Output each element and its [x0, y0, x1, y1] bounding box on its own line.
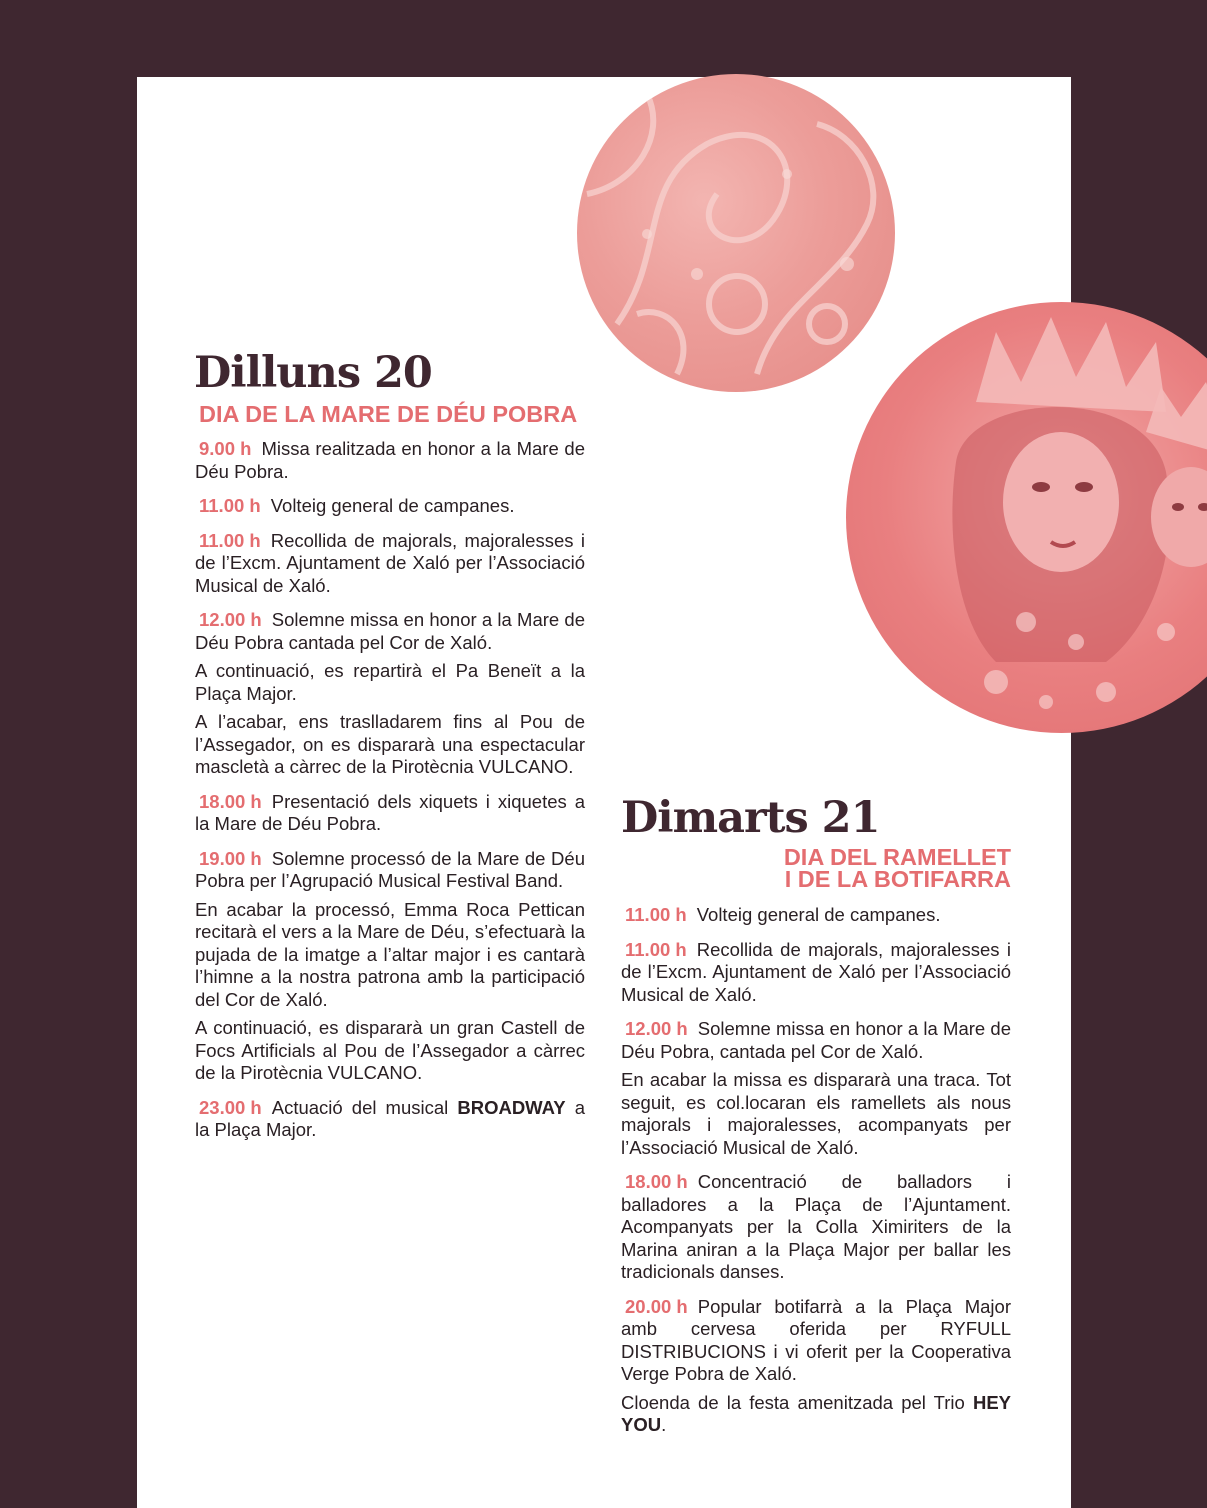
monday-event	[195, 848, 585, 893]
event-text: Concentració de balladors i balladores a la Plaça de l’Ajuntament. Acompanyats per la Colla Ximiriters de la Marina aniran a la Plaça Major per ballar les tradicionals danses.	[621, 1171, 1011, 1282]
event-text: Recollida de majorals, majoralesses i de l’Excm. Ajuntament de Xaló per l’Associació Musical de Xaló.	[621, 938, 1011, 1005]
event-time: 11.00 h	[625, 938, 687, 960]
monday-schedule	[195, 438, 585, 1154]
tuesday-title: Dimarts 21	[621, 793, 880, 843]
event-text: Solemne processó de la Mare de Déu Pobra per l’Agrupació Musical Festival Band.	[195, 847, 585, 891]
monday-event	[195, 530, 585, 598]
event-text: Presentació dels xiquets i xiquetes a la Mare de Déu Pobra.	[195, 790, 585, 834]
event-text: En acabar la missa es dispararà una traca. Tot seguit, es col.locaran els ramellets als nous majorals i majoralesses, acompanyats per l’Associació Musical de Xaló.	[621, 1069, 1011, 1158]
monday-event	[195, 495, 585, 518]
tuesday-subtitle-line2: I DE LA BOTIFARRA	[784, 866, 1011, 892]
monday-note	[195, 1017, 585, 1085]
event-time: 18.00 h	[199, 790, 262, 812]
tuesday-note	[621, 1069, 1011, 1159]
virgin-image-circle	[846, 302, 1207, 733]
tuesday-event	[621, 904, 1011, 927]
event-time: 19.00 h	[199, 847, 262, 869]
monday-event	[195, 1097, 585, 1142]
event-text: Volteig general de campanes.	[696, 904, 941, 925]
event-text: Actuació del musical	[271, 1096, 458, 1118]
event-time: 12.00 h	[625, 1018, 688, 1039]
monday-note	[195, 711, 585, 779]
program-page	[137, 77, 1071, 1508]
event-time: 18.00 h	[625, 1171, 688, 1192]
event-text: A continuació, es repartirà el Pa Beneït a la Plaça Major.	[195, 660, 585, 704]
event-time: 11.00 h	[199, 529, 261, 551]
monday-event	[195, 609, 585, 654]
band-name: HEY YOU	[621, 1391, 1011, 1435]
show-name: BROADWAY	[457, 1096, 566, 1118]
monday-title: Dilluns 20	[194, 348, 432, 398]
event-text: Solemne missa en honor a la Mare de Déu Pobra, cantada pel Cor de Xaló.	[621, 1018, 1011, 1062]
tuesday-event	[621, 1018, 1011, 1063]
event-text: A l’acabar, ens traslladarem fins al Pou de l’Assegador, on es dispararà una espectacular mascletà a càrrec de la Pirotècnia VULCANO.	[195, 711, 585, 777]
event-time: 9.00 h	[199, 438, 252, 459]
event-text: Missa realitzada en honor a la Mare de Déu Pobra.	[195, 438, 585, 482]
event-text: Solemne missa en honor a la Mare de Déu Pobra cantada pel Cor de Xaló.	[195, 609, 585, 653]
tuesday-subtitle-line1: DIA DEL RAMELLET	[783, 844, 1011, 870]
monday-subtitle: DIA DE LA MARE DE DÉU POBRA	[199, 401, 578, 427]
event-time: 20.00 h	[625, 1295, 688, 1317]
monday-event	[195, 438, 585, 483]
event-time: 23.00 h	[199, 1096, 262, 1118]
tuesday-schedule	[621, 904, 1011, 1449]
tuesday-event	[621, 1171, 1011, 1284]
monday-note	[195, 899, 585, 1012]
event-time: 11.00 h	[625, 904, 687, 925]
event-text: A continuació, es dispararà un gran Castell de Focs Artificials al Pou de l’Assegador a càrrec de la Pirotècnia VULCANO.	[195, 1017, 585, 1083]
event-text: Volteig general de campanes.	[270, 495, 515, 516]
event-time: 11.00 h	[199, 495, 261, 516]
event-text: Popular botifarrà a la Plaça Major amb cervesa oferida per RYFULL DISTRIBUCIONS i vi oferit per la Cooperativa Verge Pobra de Xaló.	[621, 1295, 1011, 1384]
event-text: Recollida de majorals, majoralesses i de l’Excm. Ajuntament de Xaló per l’Associació Musical de Xaló.	[195, 529, 585, 596]
tuesday-event	[621, 939, 1011, 1007]
event-text: Cloenda de la festa amenitzada pel Trio	[621, 1391, 973, 1413]
tuesday-note	[621, 1392, 1011, 1437]
monday-note	[195, 660, 585, 705]
tuesday-subtitle	[697, 846, 1011, 890]
tuesday-event	[621, 1296, 1011, 1386]
event-time: 12.00 h	[199, 609, 262, 630]
event-text: En acabar la processó, Emma Roca Pettican recitarà el vers a la Mare de Déu, s’efectuarà la pujada de la imatge a l’altar major i es cantarà l’himne a la nostra patrona amb la participació del Cor de Xaló.	[195, 898, 585, 1010]
event-text: a la Plaça Major.	[195, 1096, 585, 1140]
embroidery-image-circle	[577, 74, 895, 392]
event-text: .	[661, 1414, 667, 1435]
monday-event	[195, 791, 585, 836]
